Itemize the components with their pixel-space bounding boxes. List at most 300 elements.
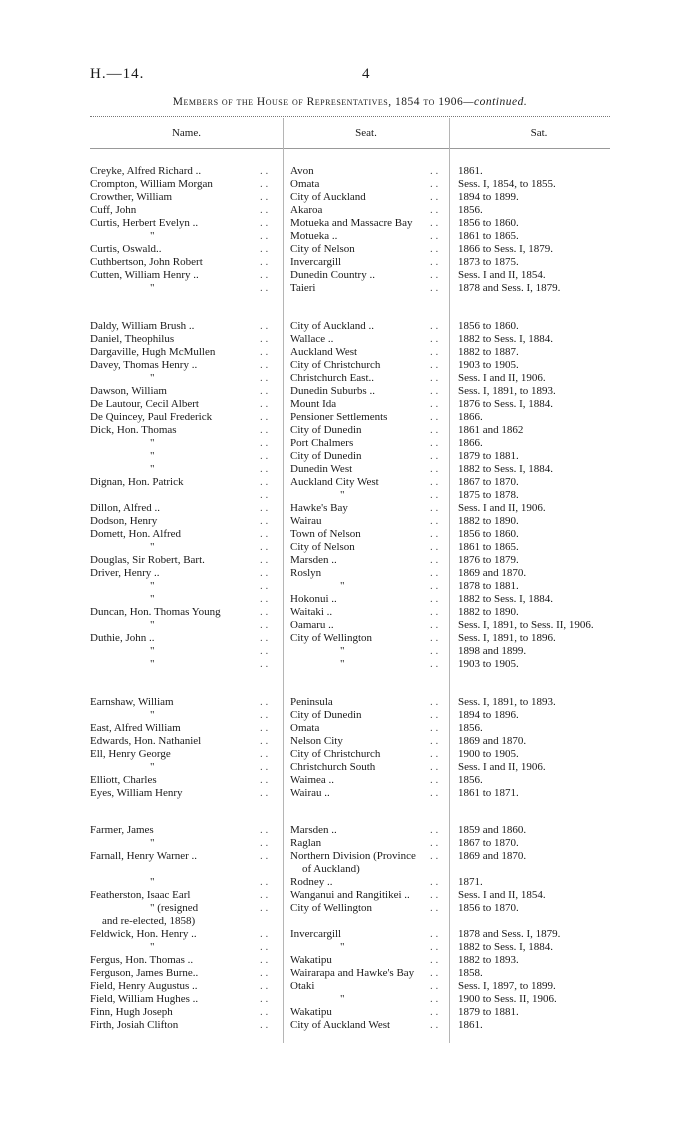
member-name: " (150, 761, 155, 773)
leader-dots: . . (260, 359, 269, 371)
seat-cell (290, 928, 445, 941)
member-name: Dodson, Henry (90, 515, 158, 527)
seat-name: " (340, 580, 345, 592)
sat-period: 1856 to 1860. (458, 320, 519, 332)
leader-dots: . . (430, 889, 439, 901)
seat-name: Port Chalmers (290, 437, 354, 449)
seat-name: Motueka and Massacre Bay (290, 217, 413, 229)
seat-cell (290, 889, 445, 902)
leader-dots: . . (260, 243, 269, 255)
leader-dots: . . (260, 850, 269, 862)
seat-cell (290, 967, 445, 980)
member-name: " (150, 541, 155, 553)
sat-period: Sess. I and II, 1906. (458, 502, 546, 514)
leader-dots: . . (260, 450, 269, 462)
seat-name: Invercargill (290, 928, 342, 940)
seat-name: Raglan (290, 837, 322, 849)
seat-name: Christchurch South (290, 761, 376, 773)
leader-dots: . . (430, 658, 439, 670)
table-row (90, 774, 630, 787)
sat-period: 1876 to Sess. I, 1884. (458, 398, 554, 410)
leader-dots: . . (430, 554, 439, 566)
seat-cell (290, 606, 445, 619)
leader-dots: . . (430, 411, 439, 423)
sat-period: Sess. I, 1897, to 1899. (458, 980, 556, 992)
leader-dots: . . (430, 243, 439, 255)
leader-dots: . . (260, 619, 269, 631)
running-title-text: Members of the House of Representatives, 1854 to 1906 (172, 96, 464, 108)
leader-dots: . . (430, 204, 439, 216)
seat-name: Marsden .. (290, 554, 337, 566)
leader-dots: . . (260, 928, 269, 940)
leader-dots: . . (260, 437, 269, 449)
seat-name: Invercargill (290, 256, 342, 268)
sat-period: 1861 and 1862 (458, 424, 524, 436)
leader-dots: . . (430, 567, 439, 579)
table-row (90, 889, 630, 902)
top-rule (90, 116, 610, 117)
sat-period: 1882 to Sess. I, 1884. (458, 593, 554, 605)
table-row (90, 398, 630, 411)
sat-period: 1861. (458, 165, 483, 177)
sat-period: 1873 to 1875. (458, 256, 519, 268)
seat-name: Motueka .. (290, 230, 338, 242)
table-row (90, 954, 630, 967)
seat-cell (290, 850, 445, 875)
leader-dots: . . (430, 1006, 439, 1018)
member-name: Dillon, Alfred .. (90, 502, 160, 514)
leader-dots: . . (430, 230, 439, 242)
seat-cell (290, 837, 445, 850)
table-row (90, 502, 630, 515)
table-row (90, 748, 630, 761)
table-row (90, 385, 630, 398)
leader-dots: . . (430, 593, 439, 605)
leader-dots: . . (430, 774, 439, 786)
leader-dots: . . (260, 774, 269, 786)
table-row (90, 850, 630, 876)
sat-period: 1866. (458, 411, 483, 423)
leader-dots: . . (430, 437, 439, 449)
seat-name: City of Auckland (290, 191, 366, 203)
member-name: Douglas, Sir Robert, Bart. (90, 554, 205, 566)
seat-name: Waimea .. (290, 774, 335, 786)
table-row (90, 489, 630, 502)
table-row (90, 993, 630, 1006)
leader-dots: . . (430, 980, 439, 992)
member-name: Domett, Hon. Alfred (90, 528, 182, 540)
table-row (90, 645, 630, 658)
seat-name: Rodney .. (290, 876, 333, 888)
seat-name: City of Christchurch (290, 359, 381, 371)
sat-period: 1856 to 1870. (458, 902, 519, 914)
seat-cell (290, 424, 445, 437)
table-row (90, 217, 630, 230)
seat-cell (290, 437, 445, 450)
member-name: " (150, 580, 155, 592)
member-name: Farmer, James (90, 824, 154, 836)
leader-dots: . . (430, 787, 439, 799)
member-name: De Quincey, Paul Frederick (90, 411, 213, 423)
table-row (90, 928, 630, 941)
seat-cell (290, 217, 445, 230)
seat-name: Oamaru .. (290, 619, 334, 631)
sat-period: 1869 and 1870. (458, 850, 527, 862)
seat-cell (290, 165, 445, 178)
seat-cell (290, 450, 445, 463)
seat-cell (290, 476, 445, 489)
seat-cell (290, 876, 445, 889)
leader-dots: . . (430, 424, 439, 436)
member-name: Fergus, Hon. Thomas .. (90, 954, 194, 966)
member-name: Farnall, Henry Warner .. (90, 850, 198, 862)
leader-dots: . . (260, 1006, 269, 1018)
seat-name: Akaroa (290, 204, 323, 216)
leader-dots: . . (260, 372, 269, 384)
table-row (90, 346, 630, 359)
seat-cell (290, 269, 445, 282)
member-name: " (150, 619, 155, 631)
leader-dots: . . (430, 993, 439, 1005)
table-row (90, 269, 630, 282)
leader-dots: . . (260, 632, 269, 644)
sat-period: 1879 to 1881. (458, 450, 519, 462)
leader-dots: . . (260, 424, 269, 436)
member-name: Cuff, John (90, 204, 137, 216)
section-c (90, 165, 630, 295)
seat-name: Roslyn (290, 567, 322, 579)
leader-dots: . . (260, 528, 269, 540)
member-name: Featherston, Isaac Earl (90, 889, 191, 901)
sat-period: 1894 to 1896. (458, 709, 519, 721)
seat-name: Wakatipu (290, 954, 332, 966)
leader-dots: . . (430, 256, 439, 268)
leader-dots: . . (430, 269, 439, 281)
leader-dots: . . (260, 165, 269, 177)
leader-dots: . . (260, 463, 269, 475)
leader-dots: . . (430, 850, 439, 862)
seat-name: Town of Nelson (290, 528, 361, 540)
seat-name: City of Wellington (290, 902, 373, 914)
leader-dots: . . (430, 632, 439, 644)
leader-dots: . . (430, 580, 439, 592)
sat-period: 1861 to 1871. (458, 787, 519, 799)
member-name: Duncan, Hon. Thomas Young (90, 606, 221, 618)
member-name: " (150, 709, 155, 721)
leader-dots: . . (260, 580, 269, 592)
leader-dots: . . (260, 658, 269, 670)
leader-dots: . . (430, 954, 439, 966)
leader-dots: . . (260, 333, 269, 345)
leader-dots: . . (260, 722, 269, 734)
leader-dots: . . (430, 619, 439, 631)
sat-period: 1856 to 1860. (458, 528, 519, 540)
table-row (90, 333, 630, 346)
seat-cell (290, 320, 445, 333)
leader-dots: . . (430, 385, 439, 397)
column-header-sat: Sat. (530, 127, 548, 139)
leader-dots: . . (260, 837, 269, 849)
seat-name: City of Dunedin (290, 709, 362, 721)
member-name: Davey, Thomas Henry .. (90, 359, 198, 371)
leader-dots: . . (430, 476, 439, 488)
leader-dots: . . (430, 722, 439, 734)
seat-cell (290, 902, 445, 915)
leader-dots: . . (260, 787, 269, 799)
seat-name: Otaki (290, 980, 315, 992)
seat-cell (290, 787, 445, 800)
table-row (90, 515, 630, 528)
member-name: " (150, 658, 155, 670)
leader-dots: . . (430, 941, 439, 953)
member-name: Cuthbertson, John Robert (90, 256, 203, 268)
seat-cell (290, 346, 445, 359)
leader-dots: . . (260, 593, 269, 605)
table-row (90, 709, 630, 722)
sat-period: 1894 to 1899. (458, 191, 519, 203)
sat-period: 1903 to 1905. (458, 359, 519, 371)
member-name: " (150, 450, 155, 462)
leader-dots: . . (260, 398, 269, 410)
header-rule (90, 148, 610, 149)
member-name: Dargaville, Hugh McMullen (90, 346, 216, 358)
seat-name: " (340, 489, 345, 501)
seat-name: City of Auckland .. (290, 320, 375, 332)
leader-dots: . . (430, 709, 439, 721)
seat-name: Auckland City West (290, 476, 379, 488)
seat-cell (290, 567, 445, 580)
seat-name: City of Christchurch (290, 748, 381, 760)
leader-dots: . . (260, 554, 269, 566)
seat-name: Christchurch East.. (290, 372, 375, 384)
seat-cell (290, 774, 445, 787)
seat-name: Northern Division (Province (290, 850, 416, 862)
table-row (90, 722, 630, 735)
leader-dots: . . (260, 346, 269, 358)
sat-period: 1882 to 1890. (458, 515, 519, 527)
leader-dots: . . (260, 709, 269, 721)
seat-cell (290, 593, 445, 606)
member-name: Driver, Henry .. (90, 567, 160, 579)
leader-dots: . . (430, 824, 439, 836)
leader-dots: . . (260, 282, 269, 294)
member-name: Edwards, Hon. Nathaniel (90, 735, 202, 747)
sat-period: 1861 to 1865. (458, 230, 519, 242)
seat-cell (290, 359, 445, 372)
member-name: Duthie, John .. (90, 632, 155, 644)
leader-dots: . . (430, 1019, 439, 1031)
seat-cell (290, 178, 445, 191)
leader-dots: . . (430, 541, 439, 553)
sat-period: 1867 to 1870. (458, 837, 519, 849)
leader-dots: . . (430, 463, 439, 475)
leader-dots: . . (260, 567, 269, 579)
leader-dots: . . (430, 282, 439, 294)
seat-cell (290, 980, 445, 993)
leader-dots: . . (260, 606, 269, 618)
sat-period: Sess. I and II, 1854. (458, 889, 546, 901)
seat-name: Omata (290, 178, 320, 190)
table-row (90, 424, 630, 437)
seat-cell (290, 735, 445, 748)
seat-name-cont: of Auckland) (302, 863, 360, 875)
sat-period: Sess. I, 1891, to 1896. (458, 632, 556, 644)
member-name: Finn, Hugh Joseph (90, 1006, 173, 1018)
table-row (90, 824, 630, 837)
leader-dots: . . (260, 902, 269, 914)
seat-cell (290, 398, 445, 411)
leader-dots: . . (260, 476, 269, 488)
table-row (90, 243, 630, 256)
leader-dots: . . (260, 824, 269, 836)
table-row (90, 1019, 630, 1032)
leader-dots: . . (260, 515, 269, 527)
sat-period: 1875 to 1878. (458, 489, 519, 501)
seat-name: Mount Ida (290, 398, 337, 410)
sat-period: 1882 to 1890. (458, 606, 519, 618)
seat-cell (290, 256, 445, 269)
page-header (90, 66, 610, 86)
member-name: Field, William Hughes .. (90, 993, 199, 1005)
document-code: H.—14. (90, 66, 145, 82)
table-row (90, 178, 630, 191)
member-name: East, Alfred William (90, 722, 181, 734)
member-name: Firth, Josiah Clifton (90, 1019, 179, 1031)
table-row (90, 658, 630, 671)
table-row (90, 463, 630, 476)
leader-dots: . . (430, 178, 439, 190)
leader-dots: . . (260, 191, 269, 203)
table-row (90, 191, 630, 204)
seat-cell (290, 954, 445, 967)
member-name: Ell, Henry George (90, 748, 171, 760)
leader-dots: . . (430, 528, 439, 540)
sat-period: 1879 to 1881. (458, 1006, 519, 1018)
sat-period: 1882 to Sess. I, 1884. (458, 333, 554, 345)
table-row (90, 437, 630, 450)
seat-cell (290, 528, 445, 541)
seat-cell (290, 761, 445, 774)
seat-cell (290, 191, 445, 204)
table-row (90, 967, 630, 980)
leader-dots: . . (260, 217, 269, 229)
sat-period: 1882 to Sess. I, 1884. (458, 941, 554, 953)
seat-name: Wanganui and Rangitikei .. (290, 889, 410, 901)
leader-dots: . . (430, 372, 439, 384)
leader-dots: . . (430, 735, 439, 747)
member-name: " (150, 593, 155, 605)
leader-dots: . . (430, 165, 439, 177)
seat-cell (290, 696, 445, 709)
sat-period: 1866. (458, 437, 483, 449)
section-e (90, 696, 630, 800)
leader-dots: . . (430, 837, 439, 849)
leader-dots: . . (430, 217, 439, 229)
seat-cell (290, 515, 445, 528)
column-header-seat: Seat. (355, 127, 377, 139)
seat-name: City of Nelson (290, 243, 355, 255)
sat-period: 1869 and 1870. (458, 567, 527, 579)
table-row (90, 980, 630, 993)
table-row (90, 476, 630, 489)
sat-period: 1900 to 1905. (458, 748, 519, 760)
leader-dots: . . (430, 489, 439, 501)
seat-name: Dunedin West (290, 463, 353, 475)
member-name: " (150, 463, 155, 475)
member-name: Field, Henry Augustus .. (90, 980, 198, 992)
sat-period: 1876 to 1879. (458, 554, 519, 566)
sat-period: 1856. (458, 774, 483, 786)
seat-name: Wairau (290, 515, 322, 527)
member-name: Creyke, Alfred Richard .. (90, 165, 202, 177)
leader-dots: . . (430, 398, 439, 410)
member-name: " (150, 941, 155, 953)
running-title-continued: —continued. (463, 96, 528, 108)
leader-dots: . . (260, 980, 269, 992)
leader-dots: . . (430, 902, 439, 914)
seat-name: Omata (290, 722, 320, 734)
leader-dots: . . (260, 269, 269, 281)
section-f (90, 824, 630, 1032)
seat-cell (290, 282, 445, 295)
leader-dots: . . (430, 191, 439, 203)
seat-name: Wairau .. (290, 787, 330, 799)
seat-cell (290, 632, 445, 645)
seat-cell (290, 230, 445, 243)
member-name: " (150, 282, 155, 294)
leader-dots: . . (430, 359, 439, 371)
table-row (90, 606, 630, 619)
table-row (90, 593, 630, 606)
table-row (90, 204, 630, 217)
leader-dots: . . (260, 993, 269, 1005)
seat-name: Hokonui .. (290, 593, 337, 605)
leader-dots: . . (260, 541, 269, 553)
seat-cell (290, 541, 445, 554)
member-name: " (150, 437, 155, 449)
seat-cell (290, 1019, 445, 1032)
leader-dots: . . (430, 515, 439, 527)
table-row (90, 320, 630, 333)
seat-name: Dunedin Country .. (290, 269, 375, 281)
member-name: Curtis, Oswald.. (90, 243, 162, 255)
member-name: Elliott, Charles (90, 774, 157, 786)
leader-dots: . . (430, 450, 439, 462)
seat-cell (290, 243, 445, 256)
leader-dots: . . (430, 928, 439, 940)
table-row (90, 941, 630, 954)
seat-name: Waitaki .. (290, 606, 333, 618)
leader-dots: . . (430, 967, 439, 979)
sat-period: 1861 to 1865. (458, 541, 519, 553)
leader-dots: . . (260, 230, 269, 242)
member-name: " (150, 645, 155, 657)
seat-cell (290, 204, 445, 217)
sat-period: 1878 and Sess. I, 1879. (458, 282, 561, 294)
member-name: " (150, 876, 155, 888)
table-row (90, 1006, 630, 1019)
seat-cell (290, 502, 445, 515)
seat-name: Wallace .. (290, 333, 334, 345)
seat-name: Hawke's Bay (290, 502, 348, 514)
table-row (90, 411, 630, 424)
table-row (90, 761, 630, 774)
seat-name: Dunedin Suburbs .. (290, 385, 375, 397)
member-name: Ferguson, James Burne.. (90, 967, 199, 979)
member-name: Cutten, William Henry .. (90, 269, 199, 281)
sat-period: Sess. I, 1854, to 1855. (458, 178, 556, 190)
leader-dots: . . (430, 333, 439, 345)
